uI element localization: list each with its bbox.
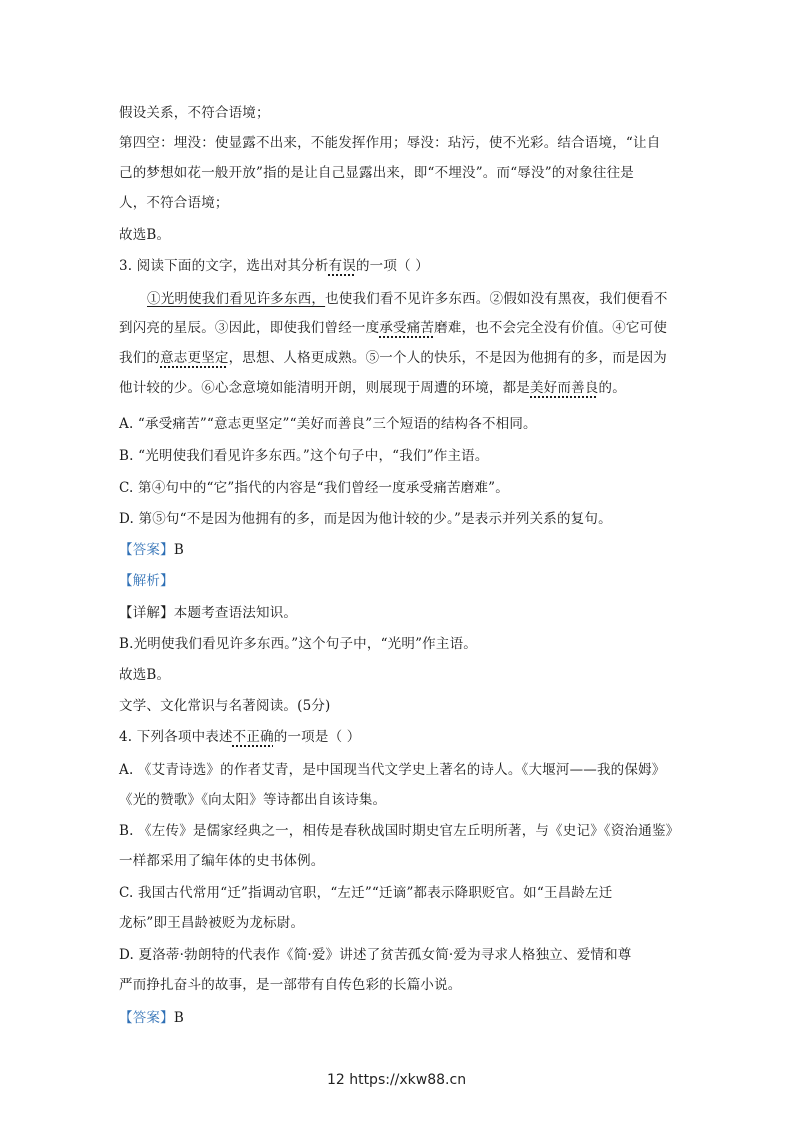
question-text: 4. 下列各项中表述 xyxy=(119,729,233,745)
emphasis-text: 美好而善良 xyxy=(530,380,599,396)
option-d-cont: 严而挣扎奋斗的故事，是一部带有自传色彩的长篇小说。 xyxy=(119,977,462,993)
question-text: 的一项（ ） xyxy=(355,258,429,274)
text-line: 故选B。 xyxy=(119,667,171,683)
option-b: B. 《左传》是儒家经典之一，相传是春秋战国时期史官左丘明所著，与《史记》《资治通鉴》 xyxy=(119,823,680,839)
question-text: 的一项是（ ） xyxy=(273,729,361,745)
option-c: C. 第④句中的“它”指代的内容是“我们曾经一度承受痛苦磨难”。 xyxy=(119,480,509,496)
text-line: 故选B。 xyxy=(119,227,171,243)
text-line: 人，不符合语境； xyxy=(119,195,229,211)
answer-value: B xyxy=(173,1010,184,1026)
option-d: D. 第⑤句“不是因为他拥有的多，而是因为他计较的少。”是表示并列关系的复句。 xyxy=(119,511,612,527)
option-b: B. “光明使我们看见许多东西。”这个句子中，“我们”作主语。 xyxy=(119,448,489,464)
text-line: 第四空：埋没：使显露不出来，不能发挥作用；辱没：玷污，使不光彩。结合语境，“让自 xyxy=(119,135,661,151)
answer-tag: 【答案】 xyxy=(119,1010,174,1026)
text-line: B.光明使我们看见许多东西。”这个句子中，“光明”作主语。 xyxy=(119,636,477,652)
passage-text: 也使我们看不见许多东西。②假如没有黑夜，我们便看不 xyxy=(325,291,668,307)
emphasis-text: 有误 xyxy=(328,258,356,274)
passage-line xyxy=(119,348,667,368)
detail-line: 【详解】本题考查语法知识。 xyxy=(119,605,298,621)
passage-text: 他计较的少。⑥心念意境如能清明开朗，则展现于周遭的环境，都是 xyxy=(119,380,530,396)
question-3-stem xyxy=(119,256,429,276)
emphasis-text: 不正确 xyxy=(232,729,274,745)
option-d: D. 夏洛蒂·勃朗特的代表作《简·爱》讲述了贫苦孤女简·爱为寻求人格独立、爱情和尊 xyxy=(119,947,632,963)
passage-text: 磨难，也不会完全没有价值。④它可使 xyxy=(434,320,668,336)
question-text: 3. 阅读下面的文字，选出对其分析 xyxy=(119,258,329,274)
passage-text: 的。 xyxy=(598,380,626,396)
section-heading: 文学、文化常识与名著阅读。(5分) xyxy=(119,698,331,714)
text-line: 假设关系，不符合语境； xyxy=(119,105,270,121)
page-footer: 12 https://xkw88.cn xyxy=(326,1072,467,1088)
passage-line xyxy=(147,289,668,309)
analysis-tag: 【解析】 xyxy=(119,573,174,589)
passage-line xyxy=(119,318,667,338)
emphasis-text: 意志更坚定 xyxy=(160,350,229,366)
option-a-cont: 《光的赞歌》《向太阳》等诗都出自该诗集。 xyxy=(119,792,387,808)
option-a: A. “承受痛苦”“意志更坚定”“美好而善良”三个短语的结构各不相同。 xyxy=(119,416,537,432)
passage-text: 我们的 xyxy=(119,350,161,366)
option-c: C. 我国古代常用“迁”指调动官职，“左迁”“迁谪”都表示降职贬官。如“王昌龄左迁 xyxy=(119,885,613,901)
option-a: A. 《艾青诗选》的作者艾青，是中国现当代文学史上著名的诗人。《大堰河——我的保姆》 xyxy=(119,762,666,778)
answer-line xyxy=(119,540,184,560)
answer-line xyxy=(119,1008,184,1028)
answer-value: B xyxy=(173,542,184,558)
answer-tag: 【答案】 xyxy=(119,542,174,558)
question-4-stem xyxy=(119,727,360,747)
underlined-sentence: ①光明使我们看见许多东西， xyxy=(147,291,326,307)
passage-line xyxy=(119,378,626,398)
option-c-cont: 龙标”即王昌龄被贬为龙标尉。 xyxy=(119,915,305,931)
text-line: 己的梦想如花一般开放”指的是让自己显露出来，即“不埋没”。而“辱没”的对象往往是 xyxy=(119,165,635,181)
option-b-cont: 一样都采用了编年体的史书体例。 xyxy=(119,853,325,869)
passage-text: 到闪亮的星辰。③因此，即使我们曾经一度 xyxy=(119,320,380,336)
emphasis-text: 承受痛苦 xyxy=(379,320,435,336)
passage-text: ，思想、人格更成熟。⑤一个人的快乐，不是因为他拥有的多，而是因为 xyxy=(228,350,668,366)
